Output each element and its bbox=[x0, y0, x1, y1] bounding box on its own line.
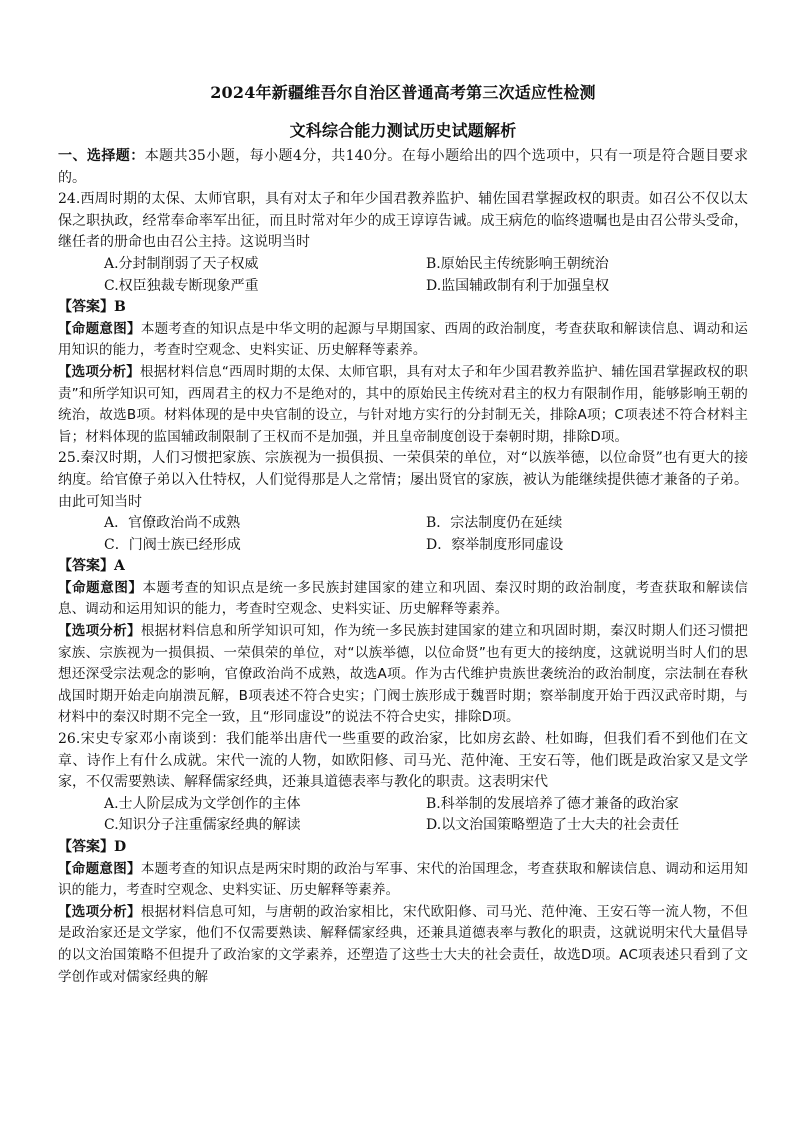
intent-paragraph bbox=[58, 859, 748, 902]
answer-line bbox=[58, 297, 748, 319]
option-list bbox=[58, 254, 748, 297]
option-list bbox=[58, 794, 748, 837]
question-stem: 25.秦汉时期，人们习惯把家族、宗族视为一损俱损、一荣俱荣的单位，对“以族举德，以位命贤”也有更大的接纳度。给官僚子弟以入仕特权，人们觉得那是人之常情；屡出贤官的家族，被认为能继续提供德才兼备的子弟。由此可知当时 bbox=[58, 450, 748, 510]
document-subtitle: 文科综合能力测试历史试题解析 bbox=[289, 121, 517, 140]
document-page bbox=[58, 82, 748, 988]
answer-value: A bbox=[114, 558, 125, 575]
analysis-label: 【选项分析】 bbox=[58, 623, 141, 640]
option-b: B.科举制的发展培养了德才兼备的政治家 bbox=[426, 795, 679, 812]
analysis-text: 根据材料信息可知，与唐朝的政治家相比，宋代欧阳修、司马光、范仲淹、王安石等一流人物，不但是政治家还是文学家，他们不仅需要熟读、解释儒家经典，还兼具道德表率与教化的职责，这就说明宋代大量倡导的以文治国策略不但提升了政治家的文学素养，还塑造了这些士大夫的社会责任，故选D项。AC项表述只看到了文学创作或对儒家经典的解 bbox=[58, 903, 748, 985]
intent-label: 【命题意图】 bbox=[58, 320, 141, 337]
option-c: C.知识分子注重儒家经典的解读 bbox=[104, 817, 301, 834]
answer-label: 【答案】 bbox=[58, 299, 114, 316]
question-stem: 26.宋史专家邓小南谈到：我们能举出唐代一些重要的政治家，比如房玄龄、杜如晦，但我们看不到他们在文章、诗作上有什么成就。宋代一流的人物，如欧阳修、司马光、范仲淹、王安石等，他们既是政治家又是文学家，不仅需要熟读、解释儒家经典，还兼具道德表率与教化的职责。这表明宋代 bbox=[58, 731, 748, 791]
option-list bbox=[58, 513, 748, 556]
section-label: 一、选择题： bbox=[58, 148, 145, 164]
intent-label: 【命题意图】 bbox=[58, 579, 143, 596]
option-c: C.权臣独裁专断现象严重 bbox=[104, 277, 259, 294]
answer-line bbox=[58, 556, 748, 578]
option-b: B．宗法制度仍在延续 bbox=[426, 515, 563, 532]
answer-value: B bbox=[114, 299, 126, 316]
section-instructions bbox=[58, 146, 748, 189]
analysis-text: 根据材料信息和所学知识可知，作为统一多民族封建国家的建立和巩固时期，秦汉时期人们还习惯把家族、宗族视为一损俱损、一荣俱荣的单位，对“以族举德，以位命贤”也有更大的接纳度，这就说明当时人们的思想还深受宗法观念的影响，官僚政治尚不成熟，故选A项。作为古代维护贵族世袭统治的政治制度，宗法制在春秋战国时期开始走向崩溃瓦解，B项表述不符合史实；门阀士族形成于魏晋时期；察举制度开始于西汉武帝时期，与材料中的秦汉时期不完全一致，且“形同虚设”的说法不符合史实，排除D项。 bbox=[58, 623, 748, 726]
intent-text: 本题考查的知识点是两宋时期的政治与军事、宋代的治国理念，考查获取和解读信息、调动和运用知识的能力，考查时空观念、史料实证、历史解释等素养。 bbox=[58, 860, 748, 899]
analysis-paragraph bbox=[58, 902, 748, 988]
option-d: D．察举制度形同虚设 bbox=[426, 536, 564, 553]
question-25 bbox=[58, 448, 748, 729]
option-b: B.原始民主传统影响王朝统治 bbox=[426, 255, 609, 272]
section-text: 本题共35小题，每小题4分，共140分。在每小题给出的四个选项中，只有一项是符合题目要求的。 bbox=[58, 148, 748, 186]
answer-value: D bbox=[114, 839, 127, 855]
analysis-label: 【选项分析】 bbox=[58, 903, 141, 920]
intent-paragraph bbox=[58, 319, 748, 362]
analysis-paragraph bbox=[58, 621, 748, 729]
intent-text: 本题考查的知识点是中华文明的起源与早期国家、西周的政治制度，考查获取和解读信息、调动和运用知识的能力，考查时空观念、史料实证、历史解释等素养。 bbox=[58, 320, 748, 359]
analysis-label: 【选项分析】 bbox=[58, 363, 140, 380]
intent-label: 【命题意图】 bbox=[58, 860, 141, 877]
question-stem: 24.西周时期的太保、太师官职，具有对太子和年少国君教养监护、辅佐国君掌握政权的职责。如召公不仅以太保之职执政，经常奉命率军出征，而且时常对年少的成王谆谆告诫。成王病危的临终遗嘱也是由召公带头受命，继任者的册命也由召公主持。这说明当时 bbox=[58, 191, 748, 251]
option-c: C．门阀士族已经形成 bbox=[104, 536, 241, 553]
question-24 bbox=[58, 189, 748, 448]
option-a: A.士人阶层成为文学创作的主体 bbox=[104, 795, 301, 812]
option-a: A．官僚政治尚不成熟 bbox=[104, 515, 241, 532]
answer-label: 【答案】 bbox=[58, 839, 114, 855]
question-26 bbox=[58, 729, 748, 988]
option-a: A.分封制削弱了天子权威 bbox=[104, 255, 259, 272]
option-d: D.监国辅政制有利于加强皇权 bbox=[426, 277, 610, 294]
answer-label: 【答案】 bbox=[58, 558, 114, 575]
analysis-text: 根据材料信息“西周时期的太保、太师官职，具有对太子和年少国君教养监护、辅佐国君掌握政权的职责”和所学知识可知，西周君主的权力不是绝对的，其中的原始民主传统对君主的权力有限制作用，能够影响王朝的统治，故选B项。材料体现的是中央官制的设立，与针对地方实行的分封制无关，排除A项；C项表述不符合材料主旨；材料体现的监国辅政制限制了王权而不是加强，并且皇帝制度创设于秦朝时期，排除D项。 bbox=[58, 363, 748, 445]
intent-paragraph bbox=[58, 578, 748, 621]
analysis-paragraph bbox=[58, 362, 748, 448]
intent-text: 本题考查的知识点是统一多民族封建国家的建立和巩固、秦汉时期的政治制度，考查获取和解读信息、调动和运用知识的能力，考查时空观念、史料实证、历史解释等素养。 bbox=[58, 579, 748, 618]
answer-line bbox=[58, 837, 748, 859]
document-title: 2024年新疆维吾尔自治区普通高考第三次适应性检测 bbox=[210, 83, 596, 102]
option-d: D.以文治国策略塑造了士大夫的社会责任 bbox=[426, 817, 680, 834]
